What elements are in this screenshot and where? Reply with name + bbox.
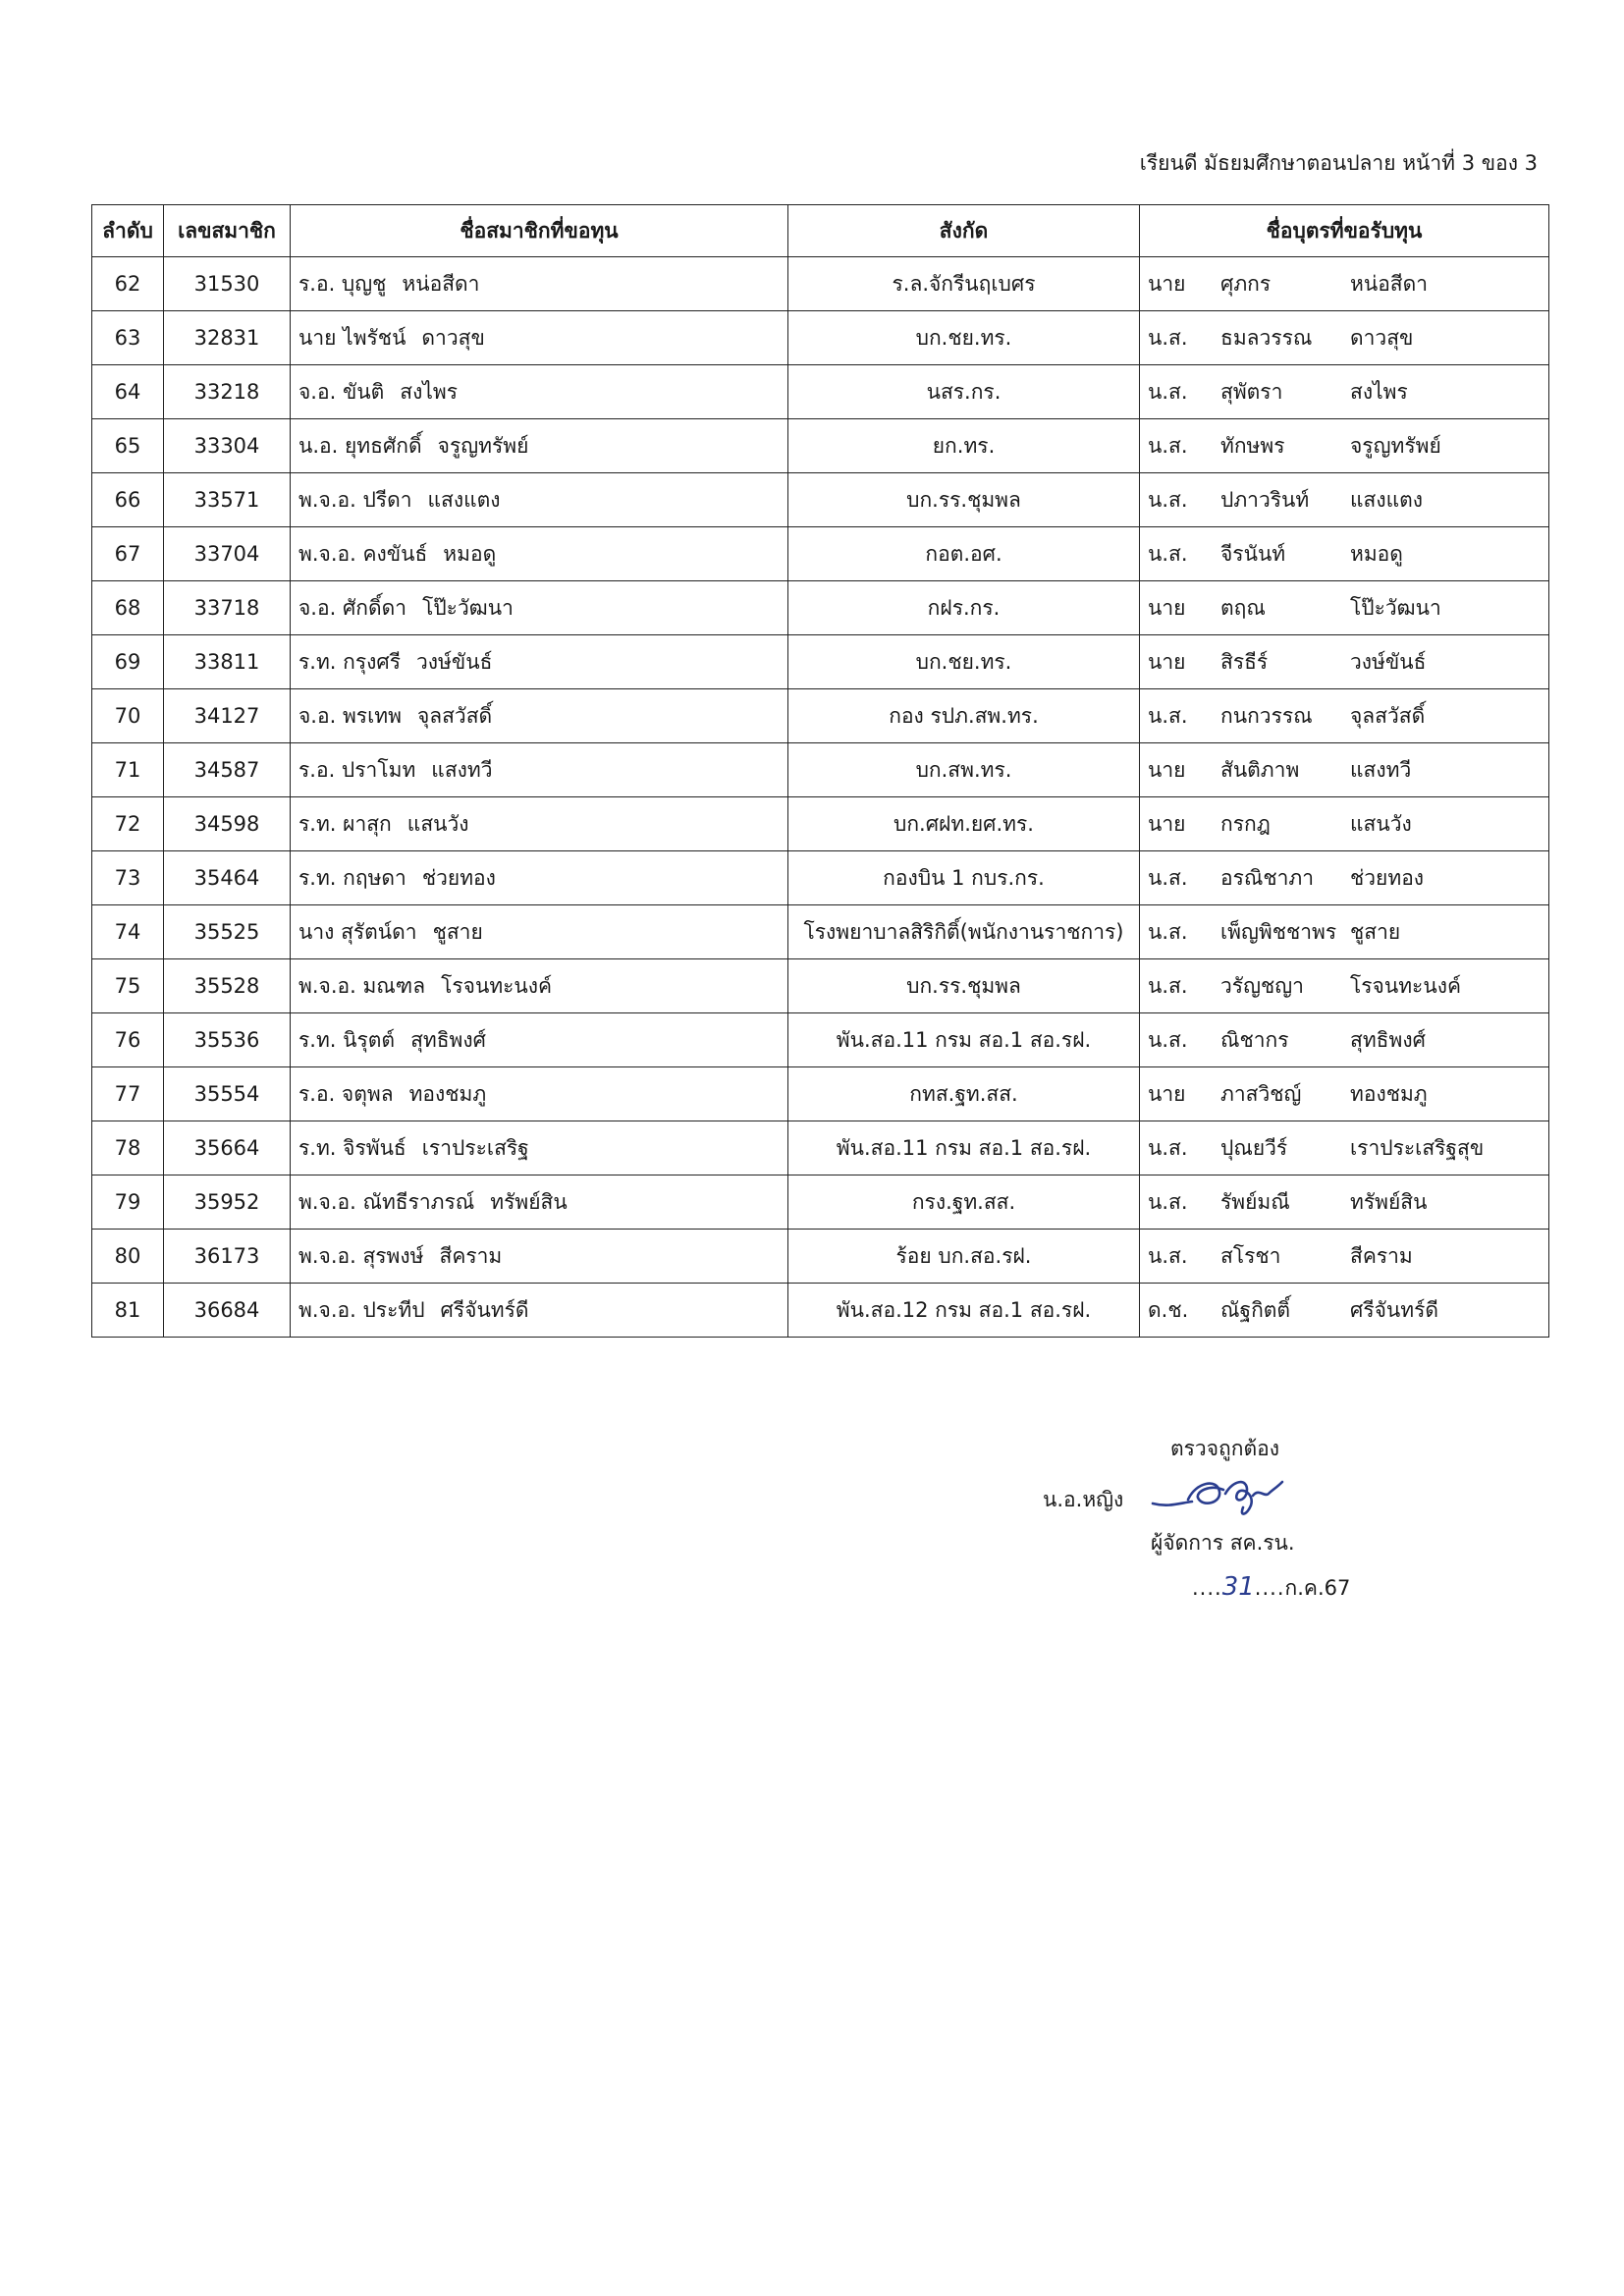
member-name (291, 743, 788, 797)
child-name (1140, 959, 1549, 1013)
member-name (291, 635, 788, 689)
child-last-name: เราประเสริฐสุข (1350, 1135, 1485, 1160)
member-first-name: ร.ท. นิรุตต์ (298, 1027, 396, 1052)
manager-label: ผู้จัดการ สค.รน. (1151, 1531, 1295, 1555)
child-title: นาย (1148, 811, 1186, 836)
child-last-name: สงไพร (1350, 379, 1408, 404)
member-first-name: พ.จ.อ. สุรพงษ์ (298, 1243, 424, 1268)
child-title: น.ส. (1148, 1027, 1188, 1052)
member-name (291, 1121, 788, 1175)
child-title: น.ส. (1148, 433, 1188, 458)
child-name (1140, 1175, 1549, 1230)
page-header: เรียนดี มัธยมศึกษาตอนปลาย หน้าที่ 3 ของ 3 (1139, 151, 1538, 175)
member-name (291, 365, 788, 419)
row-index: 65 (92, 419, 164, 473)
child-name (1140, 1013, 1549, 1067)
member-last-name: แสงทวี (431, 757, 493, 782)
child-first-name: วรัญชญา (1220, 973, 1304, 998)
child-title: น.ส. (1148, 487, 1188, 512)
child-first-name: ศุภกร (1220, 271, 1272, 296)
scholarship-table (91, 204, 1549, 1338)
member-id: 34598 (164, 797, 291, 851)
member-id: 36684 (164, 1284, 291, 1338)
unit: กอต.อศ. (788, 527, 1140, 581)
member-name (291, 527, 788, 581)
unit: บก.ชย.ทร. (788, 311, 1140, 365)
child-first-name: รัพย์มณี (1220, 1189, 1290, 1214)
child-first-name: ณัฐกิตติ์ (1220, 1297, 1291, 1322)
member-name (291, 1067, 788, 1121)
table-row (92, 365, 1549, 419)
child-first-name: สุพัตรา (1220, 379, 1283, 404)
table-row (92, 959, 1549, 1013)
child-last-name: ชูสาย (1350, 919, 1401, 944)
child-name (1140, 851, 1549, 905)
member-first-name: ร.อ. บุญชู (298, 271, 387, 296)
member-last-name: หน่อสีดา (402, 271, 480, 296)
child-title: นาย (1148, 595, 1186, 620)
row-index: 66 (92, 473, 164, 527)
col-header-unit: สังกัด (788, 205, 1140, 257)
member-last-name: สงไพร (400, 379, 459, 404)
table-row (92, 635, 1549, 689)
child-name (1140, 365, 1549, 419)
child-name (1140, 1067, 1549, 1121)
unit: ยก.ทร. (788, 419, 1140, 473)
member-id: 35525 (164, 905, 291, 959)
child-first-name: สโรชา (1220, 1243, 1281, 1268)
row-index: 71 (92, 743, 164, 797)
member-name (291, 1175, 788, 1230)
unit: กทส.ฐท.สส. (788, 1067, 1140, 1121)
child-name (1140, 419, 1549, 473)
child-name (1140, 1284, 1549, 1338)
child-title: น.ส. (1148, 1135, 1188, 1160)
unit: บก.รร.ชุมพล (788, 473, 1140, 527)
member-name (291, 1013, 788, 1067)
child-first-name: ณิชากร (1220, 1027, 1289, 1052)
child-title: นาย (1148, 271, 1186, 296)
child-first-name: เพ็ญพิชชาพร (1220, 919, 1337, 944)
table-row (92, 1067, 1549, 1121)
child-name (1140, 689, 1549, 743)
col-header-index: ลำดับ (92, 205, 164, 257)
table-row (92, 851, 1549, 905)
row-index: 68 (92, 581, 164, 635)
member-last-name: ศรีจันทร์ดี (440, 1297, 529, 1322)
child-last-name: สีคราม (1350, 1243, 1413, 1268)
unit: บก.รร.ชุมพล (788, 959, 1140, 1013)
unit: โรงพยาบาลสิริกิติ์(พนักงานราชการ) (788, 905, 1140, 959)
child-first-name: ทักษพร (1220, 433, 1285, 458)
child-title: น.ส. (1148, 1189, 1188, 1214)
member-id: 32831 (164, 311, 291, 365)
child-last-name: แสนวัง (1350, 811, 1412, 836)
member-id: 34587 (164, 743, 291, 797)
child-first-name: กรกฎ (1220, 811, 1271, 836)
child-last-name: สุทธิพงศ์ (1350, 1027, 1426, 1052)
child-title: นาย (1148, 649, 1186, 674)
child-name (1140, 527, 1549, 581)
member-name (291, 959, 788, 1013)
child-first-name: ภาสวิชญ์ (1220, 1081, 1302, 1106)
row-index: 73 (92, 851, 164, 905)
child-last-name: ทองชมภู (1350, 1081, 1428, 1106)
unit: กองบิน 1 กบร.กร. (788, 851, 1140, 905)
member-name (291, 1284, 788, 1338)
child-title: ด.ช. (1148, 1297, 1189, 1322)
table-row (92, 905, 1549, 959)
child-first-name: กนกวรรณ (1220, 703, 1313, 728)
table-header-row (92, 205, 1549, 257)
member-last-name: จุลสวัสดิ์ (416, 703, 493, 728)
member-last-name: ทรัพย์สิน (490, 1189, 568, 1214)
member-last-name: โป๊ะวัฒนา (422, 595, 514, 620)
child-last-name: ทรัพย์สิน (1350, 1189, 1428, 1214)
member-id: 35554 (164, 1067, 291, 1121)
row-index: 81 (92, 1284, 164, 1338)
unit: บก.สพ.ทร. (788, 743, 1140, 797)
date-day: 31 (1221, 1572, 1255, 1602)
date-month-year: ก.ค.67 (1284, 1576, 1351, 1600)
member-name (291, 905, 788, 959)
unit: นสร.กร. (788, 365, 1140, 419)
member-id: 33304 (164, 419, 291, 473)
child-title: น.ส. (1148, 865, 1188, 890)
child-name (1140, 1121, 1549, 1175)
member-name (291, 581, 788, 635)
table-row (92, 257, 1549, 311)
table-row (92, 743, 1549, 797)
child-last-name: ดาวสุข (1350, 325, 1414, 350)
member-first-name: ร.ท. ผาสุก (298, 811, 392, 836)
row-index: 76 (92, 1013, 164, 1067)
member-id: 36173 (164, 1230, 291, 1284)
child-name (1140, 743, 1549, 797)
child-last-name: โป๊ะวัฒนา (1350, 595, 1441, 620)
member-name (291, 311, 788, 365)
member-id: 35528 (164, 959, 291, 1013)
child-title: น.ส. (1148, 541, 1188, 566)
member-id: 33704 (164, 527, 291, 581)
child-first-name: สันติภาพ (1220, 757, 1300, 782)
table-row (92, 1284, 1549, 1338)
member-first-name: ร.ท. กฤษดา (298, 865, 406, 890)
member-id: 35952 (164, 1175, 291, 1230)
member-id: 31530 (164, 257, 291, 311)
member-last-name: สุทธิพงศ์ (410, 1027, 486, 1052)
unit: พัน.สอ.11 กรม สอ.1 สอ.รฝ. (788, 1013, 1140, 1067)
child-first-name: จีรนันท์ (1220, 541, 1286, 566)
child-title: น.ส. (1148, 973, 1188, 998)
member-first-name: ร.ท. กรุงศรี (298, 649, 402, 674)
child-name (1140, 311, 1549, 365)
child-name (1140, 635, 1549, 689)
member-last-name: จรูญทรัพย์ (437, 433, 529, 458)
member-first-name: พ.จ.อ. คงขันธ์ (298, 541, 428, 566)
member-name (291, 797, 788, 851)
member-id: 35664 (164, 1121, 291, 1175)
table-row (92, 473, 1549, 527)
child-title: นาย (1148, 757, 1186, 782)
col-header-member-id: เลขสมาชิก (164, 205, 291, 257)
member-last-name: ชูสาย (432, 919, 483, 944)
date-dots: .... (1192, 1576, 1222, 1600)
unit: กฝร.กร. (788, 581, 1140, 635)
unit: ร้อย บก.สอ.รฝ. (788, 1230, 1140, 1284)
child-title: น.ส. (1148, 703, 1188, 728)
member-name (291, 473, 788, 527)
unit: กรง.ฐท.สส. (788, 1175, 1140, 1230)
table-row (92, 527, 1549, 581)
member-first-name: ร.อ. ปราโมท (298, 757, 416, 782)
member-first-name: พ.จ.อ. มณฑล (298, 973, 426, 998)
member-id: 33571 (164, 473, 291, 527)
table-row (92, 311, 1549, 365)
signature-date (1192, 1572, 1350, 1605)
child-title: น.ส. (1148, 325, 1188, 350)
row-index: 75 (92, 959, 164, 1013)
table-row (92, 1121, 1549, 1175)
member-id: 33218 (164, 365, 291, 419)
member-first-name: ร.อ. จตุพล (298, 1081, 394, 1106)
child-first-name: อรณิชาภา (1220, 865, 1315, 890)
child-last-name: หน่อสีดา (1350, 271, 1429, 296)
col-header-member-name: ชื่อสมาชิกที่ขอทุน (291, 205, 788, 257)
member-last-name: ทองชมภู (408, 1081, 487, 1106)
child-name (1140, 1230, 1549, 1284)
child-last-name: จรูญทรัพย์ (1350, 433, 1441, 458)
row-index: 62 (92, 257, 164, 311)
child-first-name: สิรธีร์ (1220, 649, 1269, 674)
child-title: น.ส. (1148, 919, 1188, 944)
member-last-name: วงษ์ขันธ์ (416, 649, 493, 674)
child-last-name: วงษ์ขันธ์ (1350, 649, 1427, 674)
member-first-name: นาย ไพรัชน์ (298, 325, 406, 350)
member-name (291, 419, 788, 473)
member-id: 34127 (164, 689, 291, 743)
member-name (291, 1230, 788, 1284)
member-first-name: จ.อ. ศักดิ์ดา (298, 595, 407, 620)
member-id: 35464 (164, 851, 291, 905)
row-index: 74 (92, 905, 164, 959)
member-last-name: แสงแตง (427, 487, 501, 512)
member-last-name: แสนวัง (406, 811, 469, 836)
member-first-name: พ.จ.อ. ปรีดา (298, 487, 412, 512)
child-first-name: ปภาวรินท์ (1220, 487, 1310, 512)
table-row (92, 689, 1549, 743)
member-name (291, 689, 788, 743)
row-index: 63 (92, 311, 164, 365)
table-row (92, 419, 1549, 473)
row-index: 78 (92, 1121, 164, 1175)
member-last-name: สีคราม (439, 1243, 503, 1268)
child-last-name: ช่วยทอง (1350, 865, 1425, 890)
table-body (92, 257, 1549, 1338)
child-name (1140, 581, 1549, 635)
table-row (92, 1013, 1549, 1067)
handwritten-signature (1149, 1464, 1296, 1523)
rank-label: น.อ.หญิง (1043, 1488, 1124, 1511)
row-index: 79 (92, 1175, 164, 1230)
child-name (1140, 257, 1549, 311)
table-row (92, 1175, 1549, 1230)
row-index: 64 (92, 365, 164, 419)
row-index: 80 (92, 1230, 164, 1284)
member-last-name: โรจนทะนงค์ (441, 973, 553, 998)
member-first-name: จ.อ. พรเทพ (298, 703, 402, 728)
unit: พัน.สอ.11 กรม สอ.1 สอ.รฝ. (788, 1121, 1140, 1175)
unit: บก.ศฝท.ยศ.ทร. (788, 797, 1140, 851)
member-first-name: พ.จ.อ. ประทีป (298, 1297, 425, 1322)
child-last-name: โรจนทะนงค์ (1350, 973, 1461, 998)
table-row (92, 581, 1549, 635)
row-index: 69 (92, 635, 164, 689)
member-last-name: หมอดู (443, 541, 497, 566)
member-last-name: ดาวสุข (421, 325, 485, 350)
child-last-name: แสงแตง (1350, 487, 1424, 512)
member-first-name: น.อ. ยุทธศักดิ์ (298, 433, 422, 458)
child-title: น.ส. (1148, 1243, 1188, 1268)
member-last-name: เราประเสริฐ (421, 1135, 529, 1160)
date-dots-2: .... (1254, 1576, 1285, 1600)
member-last-name: ช่วยทอง (421, 865, 496, 890)
child-name (1140, 905, 1549, 959)
unit: พัน.สอ.12 กรม สอ.1 สอ.รฝ. (788, 1284, 1140, 1338)
unit: บก.ชย.ทร. (788, 635, 1140, 689)
member-id: 33811 (164, 635, 291, 689)
child-title: นาย (1148, 1081, 1186, 1106)
table-row (92, 1230, 1549, 1284)
unit: ร.ล.จักรีนฤเบศร (788, 257, 1140, 311)
member-name (291, 851, 788, 905)
col-header-child-name: ชื่อบุตรที่ขอรับทุน (1140, 205, 1549, 257)
child-title: น.ส. (1148, 379, 1188, 404)
child-first-name: ตฤณ (1220, 595, 1266, 620)
row-index: 67 (92, 527, 164, 581)
child-first-name: ปุณยวีร์ (1220, 1135, 1288, 1160)
child-first-name: ธมลวรรณ (1220, 325, 1313, 350)
member-first-name: จ.อ. ขันติ (298, 379, 385, 404)
member-id: 33718 (164, 581, 291, 635)
member-first-name: นาง สุรัตน์ดา (298, 919, 417, 944)
verified-label: ตรวจถูกต้อง (1170, 1437, 1279, 1460)
member-first-name: พ.จ.อ. ณัทธีราภรณ์ (298, 1189, 475, 1214)
child-last-name: หมอดู (1350, 541, 1403, 566)
child-last-name: ศรีจันทร์ดี (1350, 1297, 1439, 1322)
member-name (291, 257, 788, 311)
unit: กอง รปภ.สพ.ทร. (788, 689, 1140, 743)
child-last-name: จุลสวัสดิ์ (1350, 703, 1426, 728)
child-name (1140, 473, 1549, 527)
member-first-name: ร.ท. จิรพันธ์ (298, 1135, 406, 1160)
child-last-name: แสงทวี (1350, 757, 1412, 782)
row-index: 72 (92, 797, 164, 851)
row-index: 70 (92, 689, 164, 743)
member-id: 35536 (164, 1013, 291, 1067)
child-name (1140, 797, 1549, 851)
table-row (92, 797, 1549, 851)
signature-block (982, 1429, 1375, 1606)
row-index: 77 (92, 1067, 164, 1121)
